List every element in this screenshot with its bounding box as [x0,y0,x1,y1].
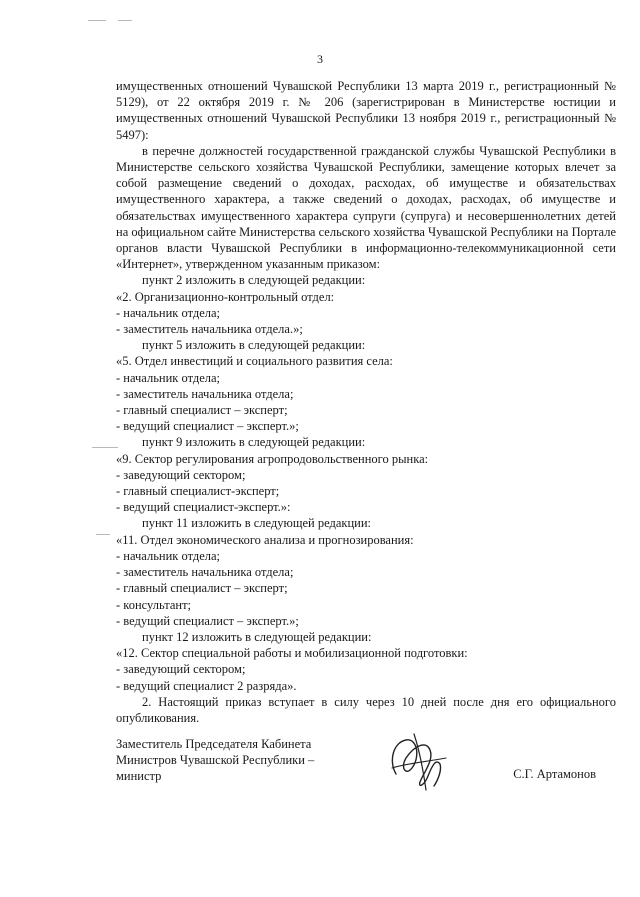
document-body [116,78,616,726]
paragraph: пункт 5 изложить в следующей редакции: [142,338,366,353]
paragraph: - начальник отдела; [116,370,221,385]
scan-artifact [92,447,118,448]
signatory-position [116,736,356,785]
paragraph: - консультант; [116,597,191,612]
paragraph: «12. Сектор специальной работы и мобилизационной подготовки: [116,646,468,661]
signatory-position-line: Министров Чувашской Республики – [116,753,315,768]
paragraph: пункт 12 изложить в следующей редакции: [142,629,372,644]
paragraph: пункт 9 изложить в следующей редакции: [142,435,366,450]
scan-artifact [96,534,110,535]
paragraph: «11. Отдел экономического анализа и прогнозирования: [116,532,414,547]
handwritten-signature [384,728,454,794]
paragraph: пункт 11 изложить в следующей редакции: [142,516,371,531]
paragraph: - ведущий специалист – эксперт.»; [116,419,299,434]
signatory-position-line: министр [116,769,162,784]
paragraph: - заведующий сектором; [116,467,246,482]
paragraph: «2. Организационно-контрольный отдел: [116,289,335,304]
paragraph: пункт 2 изложить в следующей редакции: [142,273,366,288]
signatory-position-line: Заместитель Председателя Кабинета [116,737,312,751]
paragraph: имущественных отношений Чувашской Республики 13 марта 2019 г., регистрационный № 5129), от 22 октября 2019 г. № 206 (зарегистрирован в Министерстве юстиции и имущественных отношений Чувашской Республики 13 ноября 2019 г., регистрационный № 5497): [116,79,616,142]
paragraph: - главный специалист – эксперт; [116,581,288,596]
page-number: 3 [317,52,323,66]
paragraph: - главный специалист – эксперт; [116,403,288,418]
paragraph: - заведующий сектором; [116,662,246,677]
paragraph: - заместитель начальника отдела; [116,565,294,580]
paragraph: 2. Настоящий приказ вступает в силу через 10 дней после дня его официального опубликования. [116,694,616,725]
paragraph: «5. Отдел инвестиций и социального развития села: [116,354,393,369]
paragraph: в перечне должностей государственной гражданской службы Чувашской Республики в Министерстве сельского хозяйства Чувашской Республики, замещение которых влечет за собой размещение сведений о доходах, расходах, об имуществе и обязательствах имущественного характера, а также сведений о доходах, расходах, об имуществе и обязательствах имущественного характера супруги (супруга) и несовершеннолетних детей на официальном сайте Министерства сельского хозяйства Чувашской Республики на Портале органов власти Чувашской Республики в информационно-телекоммуникационной сети «Интернет», утвержденном указанным приказом: [116,143,616,272]
scan-artifact [118,20,132,21]
paragraph: - заместитель начальника отдела; [116,386,294,401]
scan-artifact [88,20,106,21]
paragraph: - заместитель начальника отдела.»; [116,322,303,337]
paragraph: - начальник отдела; [116,548,221,563]
paragraph: «9. Сектор регулирования агропродовольственного рынка: [116,451,429,466]
paragraph: - начальник отдела; [116,305,221,320]
paragraph: - главный специалист-эксперт; [116,484,280,499]
paragraph: - ведущий специалист 2 разряда». [116,678,297,693]
paragraph: - ведущий специалист-эксперт.»: [116,500,291,515]
signatory-name: С.Г. Артамонов [513,767,596,781]
paragraph: - ведущий специалист – эксперт.»; [116,613,299,628]
